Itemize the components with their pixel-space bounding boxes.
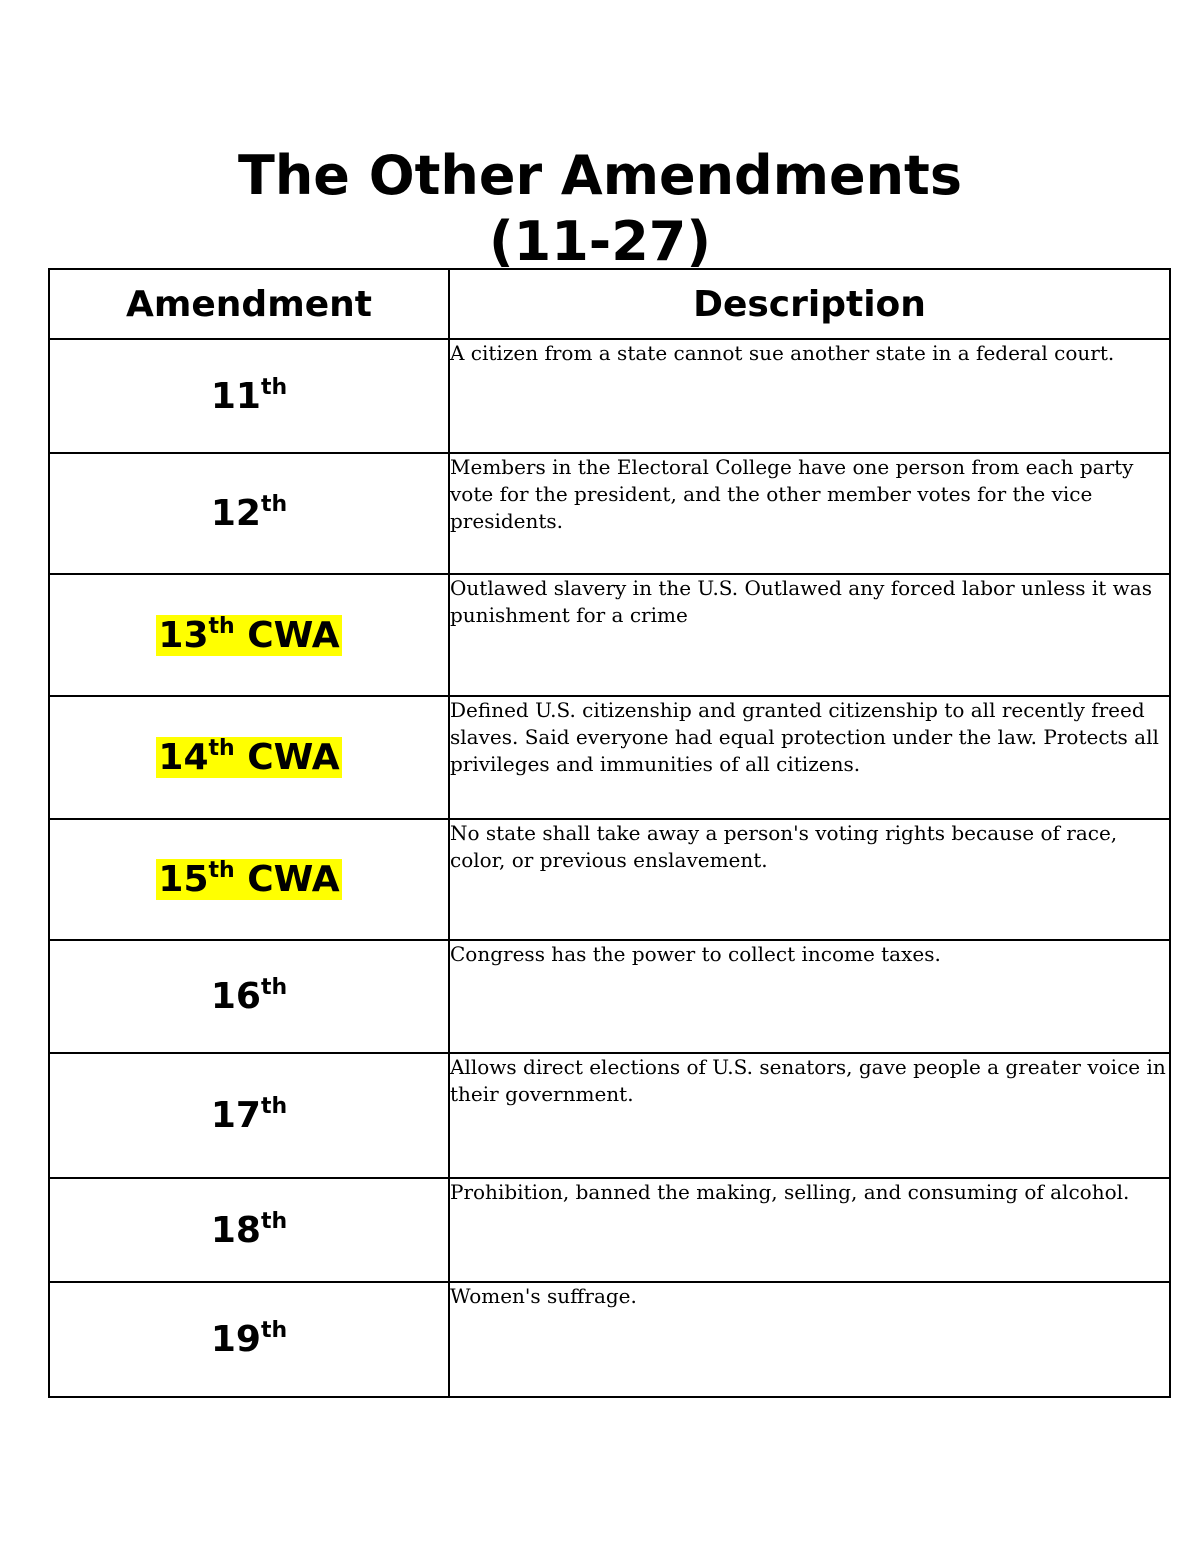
amendment-suffix: th [260,1094,288,1119]
page-title-line1: The Other Amendments [238,144,962,207]
amendment-suffix: th [260,1208,288,1234]
amendment-number: 15 [158,859,209,900]
amendment-suffix: th [260,975,288,1000]
table-row [49,696,1170,819]
amendment-label [211,1210,287,1251]
amendment-tag: CWA [247,614,340,656]
amendment-suffix: th [208,736,235,761]
page-title-line2: (11-27) [488,210,712,273]
header-amendment: Amendment [49,269,449,339]
amendment-cell [49,1053,449,1178]
amendment-cell [49,1178,449,1282]
amendment-number: 17 [210,1095,261,1136]
amendment-label-highlighted [156,615,341,656]
description-cell: Women's suffrage. [449,1282,1170,1397]
page-title [0,143,1200,275]
table-header-row [49,269,1170,339]
amendment-suffix: th [208,613,235,639]
description-cell: Members in the Electoral College have one person from each party vote for the president, and the other member votes for the vice presidents. [449,453,1170,574]
table-row [49,574,1170,696]
amendment-label [211,1095,287,1136]
amendment-cell [49,696,449,819]
amendment-tag: CWA [247,737,340,778]
header-description: Description [449,269,1170,339]
description-cell: Prohibition, banned the making, selling, and consuming of alcohol. [449,1178,1170,1282]
description-cell: A citizen from a state cannot sue another state in a federal court. [449,339,1170,453]
amendment-suffix: th [260,374,288,400]
table-row [49,1178,1170,1282]
amendment-number: 12 [210,493,261,534]
description-cell: Congress has the power to collect income taxes. [449,940,1170,1053]
description-cell: No state shall take away a person's voting rights because of race, color, or previous enslavement. [449,819,1170,940]
amendment-number: 16 [210,976,261,1017]
amendment-number: 19 [210,1319,261,1360]
description-cell: Outlawed slavery in the U.S. Outlawed any forced labor unless it was punishment for a crime [449,574,1170,696]
amendment-label-highlighted [156,737,341,778]
amendment-label [211,976,287,1017]
amendment-tag: CWA [247,859,340,900]
table-row [49,819,1170,940]
amendment-number: 11 [210,375,261,417]
amendment-suffix: th [260,1318,288,1343]
amendment-cell [49,819,449,940]
table-row [49,453,1170,574]
amendment-cell [49,453,449,574]
amendment-label [211,493,287,534]
description-cell: Defined U.S. citizenship and granted citizenship to all recently freed slaves. Said everyone had equal protection under the law. Protects all privileges and immunities of all citizens. [449,696,1170,819]
amendment-number: 18 [210,1209,261,1251]
amendment-label-highlighted [156,859,341,900]
amendment-number: 14 [158,737,209,778]
amendment-cell [49,574,449,696]
amendments-table [48,268,1171,1398]
table-row [49,940,1170,1053]
amendment-suffix: th [208,858,235,883]
amendment-cell [49,1282,449,1397]
amendment-label [211,376,287,417]
description-cell: Allows direct elections of U.S. senators, gave people a greater voice in their government. [449,1053,1170,1178]
table-row [49,1282,1170,1397]
amendment-suffix: th [260,492,288,517]
amendment-cell [49,940,449,1053]
amendment-number: 13 [158,614,209,656]
amendment-label [211,1319,287,1360]
table-row [49,1053,1170,1178]
table-row [49,339,1170,453]
amendment-cell [49,339,449,453]
